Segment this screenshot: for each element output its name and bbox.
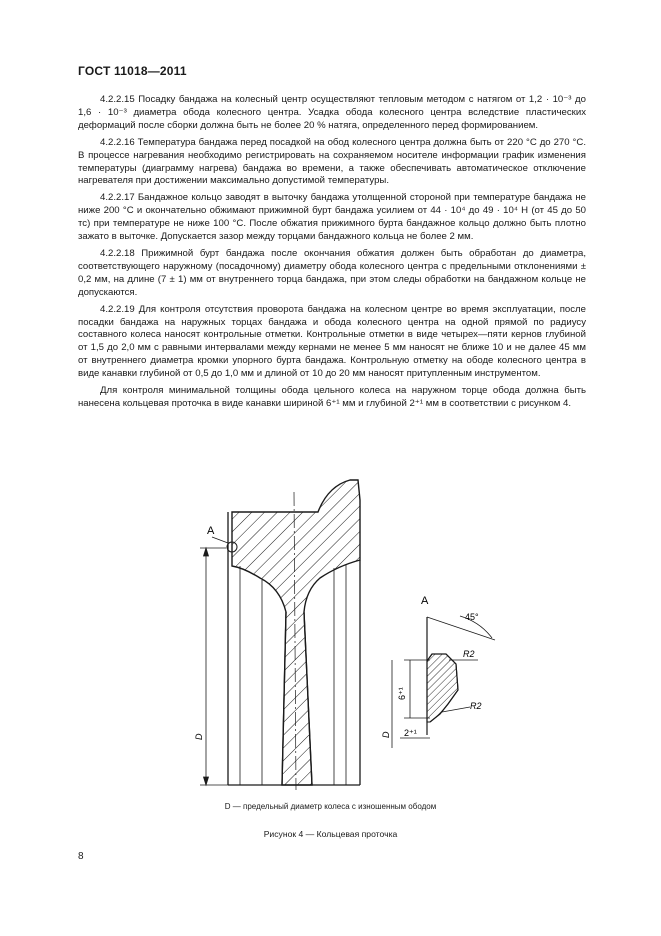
paragraph-4-2-2-16: 4.2.2.16 Температура бандажа перед посадкой на обод колесного центра должна быть от 220 °С до 270 °С. В процессе нагревания необходимо регистрировать на сохраняемом носителе информации график изменения температуры (диаграмму нагрева) бандажа во времени, а также обеспечивать автоматическое отключение нагревателя при достижении максимально допустимой температуры. bbox=[78, 136, 586, 187]
page-number: 8 bbox=[78, 851, 84, 862]
document-header: ГОСТ 11018—2011 bbox=[78, 64, 187, 78]
paragraph-4-2-2-18: 4.2.2.18 Прижимной бурт бандажа после окончания обжатия должен быть обработан до диаметра, соответствующего наружному (посадочному) диаметру обода колесного центра с предельными отклонениями ± 0,2 мм, на длине (7 ± 1) мм от внутреннего торца бандажа, при этом следы обработки на бандажном кольце не допускаются. bbox=[78, 247, 586, 298]
paragraph-4-2-2-15: 4.2.2.15 Посадку бандажа на колесный центр осуществляют тепловым методом с натягом от 1,2 · 10⁻³ до 1,6 · 10⁻³ диаметра обода колесного центра. Усадка обода колесного центра вследствие пластических деформаций после сборки должна быть не более 20 % натяга, определенного перед формированием. bbox=[78, 94, 586, 131]
r2-top-label: R2 bbox=[463, 649, 475, 659]
paragraph-4-2-2-17: 4.2.2.17 Бандажное кольцо заводят в выточку бандажа утолщенной стороной при температуре бандажа не ниже 200 °С и окончательно обжимают прижимной бурт бандажа усилием от 44 · 10⁴ до 49 · 10⁴ Н (от 45 до 50 тс) при температуре не ниже 100 °С. После обжатия прижимного бурта бандажное кольцо должно быть плотно зажато в выточке. Допускается зазор между торцами бандажного кольца не более 2 мм. bbox=[78, 192, 586, 243]
r2-bottom-label: R2 bbox=[470, 701, 482, 711]
width-label: 6⁺¹ bbox=[397, 687, 407, 700]
paragraph-4-2-2-19: 4.2.2.19 Для контроля отсутствия проворота бандажа на колесном центре во время эксплуатации, после посадки бандажа на наружных торцах бандажа и обода колесного центра на одной прямой по радиусу составного колеса наносят контрольные отметки. Контрольные отметки в виде четырех—пяти кернов глубиной от 1,5 до 2,0 мм с равными интервалами между кернами не менее 5 мм наносят не ближе 10 и не далее 45 мм от внутреннего диаметра кромки упорного бурта бандажа. Контрольную отметку на ободе колесного центра в виде канавки глубиной от 0,5 до 1,0 мм и длиной от 10 до 20 мм наносят притупленным инструментом. bbox=[78, 303, 586, 380]
dimension-d bbox=[200, 548, 228, 785]
detail-a-callout: А bbox=[207, 525, 215, 537]
figure-legend: D — предельный диаметр колеса с изношенным ободом bbox=[224, 802, 437, 811]
angle-label: 45° bbox=[465, 612, 479, 622]
detail-a-leader bbox=[212, 537, 228, 543]
depth-label: 2⁺¹ bbox=[404, 728, 417, 738]
dimension-d-label: D bbox=[194, 733, 204, 740]
paragraph-groove-requirement: Для контроля минимальной толщины обода цельного колеса на наружном торце обода должна быть нанесена кольцевая проточка в виде канавки шириной 6⁺¹ мм и глубиной 2⁺¹ мм в соответствии с рисунком 4. bbox=[78, 385, 586, 409]
diameter-detail-label: D bbox=[381, 731, 391, 738]
wheel-section bbox=[227, 480, 360, 790]
r2-bottom-leader bbox=[442, 707, 470, 712]
body-text bbox=[78, 94, 586, 415]
figure-4-drawing bbox=[0, 475, 661, 800]
figure-caption: Рисунок 4 — Кольцевая проточка bbox=[263, 829, 398, 839]
detail-a-title: А bbox=[421, 595, 429, 607]
angle-ref-line bbox=[427, 617, 495, 640]
